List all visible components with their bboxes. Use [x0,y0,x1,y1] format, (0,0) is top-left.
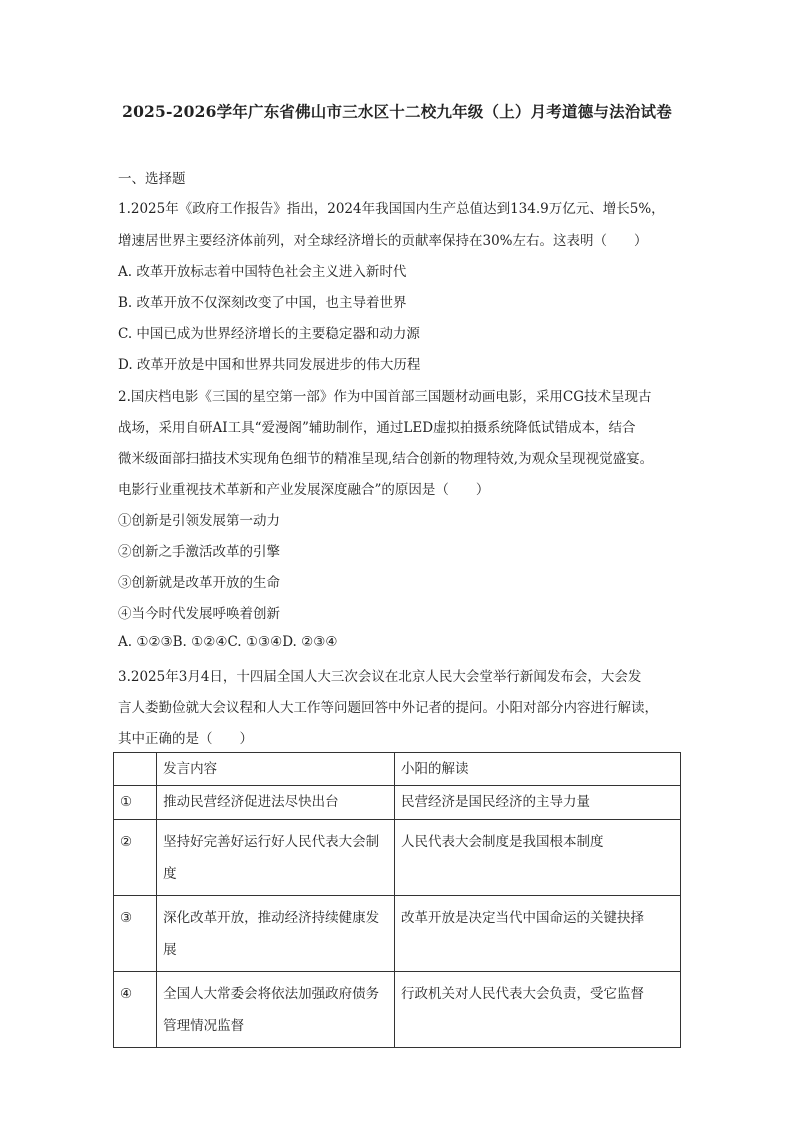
question-1-option-d: D. 改革开放是中国和世界共同发展进步的伟大历程 [118,357,421,373]
question-2-line-1: 2.国庆档电影《三国的星空第一部》作为中国首部三国题材动画电影，采用CG技术呈现古 [118,389,652,405]
question-3-table [113,752,681,1048]
question-1-option-a: A. 改革开放标志着中国特色社会主义进入新时代 [118,264,407,280]
question-3-line-3: 其中正确的是（ ） [118,731,253,747]
table-cell-statement: 深化改革开放，推动经济持续健康发展 [157,896,395,972]
table-cell-index: ④ [114,972,157,1048]
table-cell-statement: 推动民营经济促进法尽快出台 [157,786,395,820]
question-3-line-1: 3.2025年3月4日，十四届全国人大三次会议在北京人民大会堂举行新闻发布会，大会发 [118,669,642,685]
table-cell-statement: 坚持好完善好运行好人民代表大会制度 [157,820,395,896]
table-cell-index: ③ [114,896,157,972]
table-cell-interpretation: 行政机关对人民代表大会负责，受它监督 [394,972,680,1048]
question-2-item-2: ②创新之手激活改革的引擎 [118,544,280,560]
question-2-options: A. ①②③B. ①②④C. ①③④D. ②③④ [118,634,338,650]
question-2-line-2: 战场，采用自研AI工具“爱漫阁”辅助制作，通过LED虚拟拍摄系统降低试错成本，结合 [118,420,636,436]
section-heading: 一、选择题 [118,171,186,187]
table-cell-statement: 全国人大常委会将依法加强政府债务管理情况监督 [157,972,395,1048]
question-2-line-4: 电影行业重视技术革新和产业发展深度融合”的原因是（ ） [118,482,490,498]
table-header-cell: 小阳的解读 [394,753,680,786]
question-2-line-3: 微米级面部扫描技术实现角色细节的精准呈现,结合创新的物理特效,为观众呈现视觉盛宴。 [118,451,654,467]
table-cell-interpretation: 民营经济是国民经济的主导力量 [394,786,680,820]
table-row [114,786,681,820]
table-cell-index: ① [114,786,157,820]
table-cell-interpretation: 人民代表大会制度是我国根本制度 [394,820,680,896]
table-header-row [114,753,681,786]
question-2-item-1: ①创新是引领发展第一动力 [118,513,280,529]
question-2-item-3: ③创新就是改革开放的生命 [118,575,280,591]
table-cell-interpretation: 改革开放是决定当代中国命运的关键抉择 [394,896,680,972]
table-row [114,896,681,972]
exam-title: 2025-2026学年广东省佛山市三水区十二校九年级（上）月考道德与法治试卷 [122,102,672,121]
question-2-item-4: ④当今时代发展呼唤着创新 [118,606,280,622]
question-1-option-c: C. 中国已成为世界经济增长的主要稳定器和动力源 [118,326,420,342]
question-1-line-2: 增速居世界主要经济体前列，对全球经济增长的贡献率保持在30%左右。这表明（ ） [118,233,648,249]
table-row [114,820,681,896]
table-row [114,972,681,1048]
table-header-cell [114,753,157,786]
question-1-line-1: 1.2025年《政府工作报告》指出，2024年我国国内生产总值达到134.9万亿元、增长5%， [118,201,665,217]
table-cell-index: ② [114,820,157,896]
table-header-cell: 发言内容 [157,753,395,786]
question-3-line-2: 言人娄勤俭就大会议程和人大工作等问题回答中外记者的提问。小阳对部分内容进行解读， [118,700,658,716]
question-1-option-b: B. 改革开放不仅深刻改变了中国，也主导着世界 [118,295,407,311]
